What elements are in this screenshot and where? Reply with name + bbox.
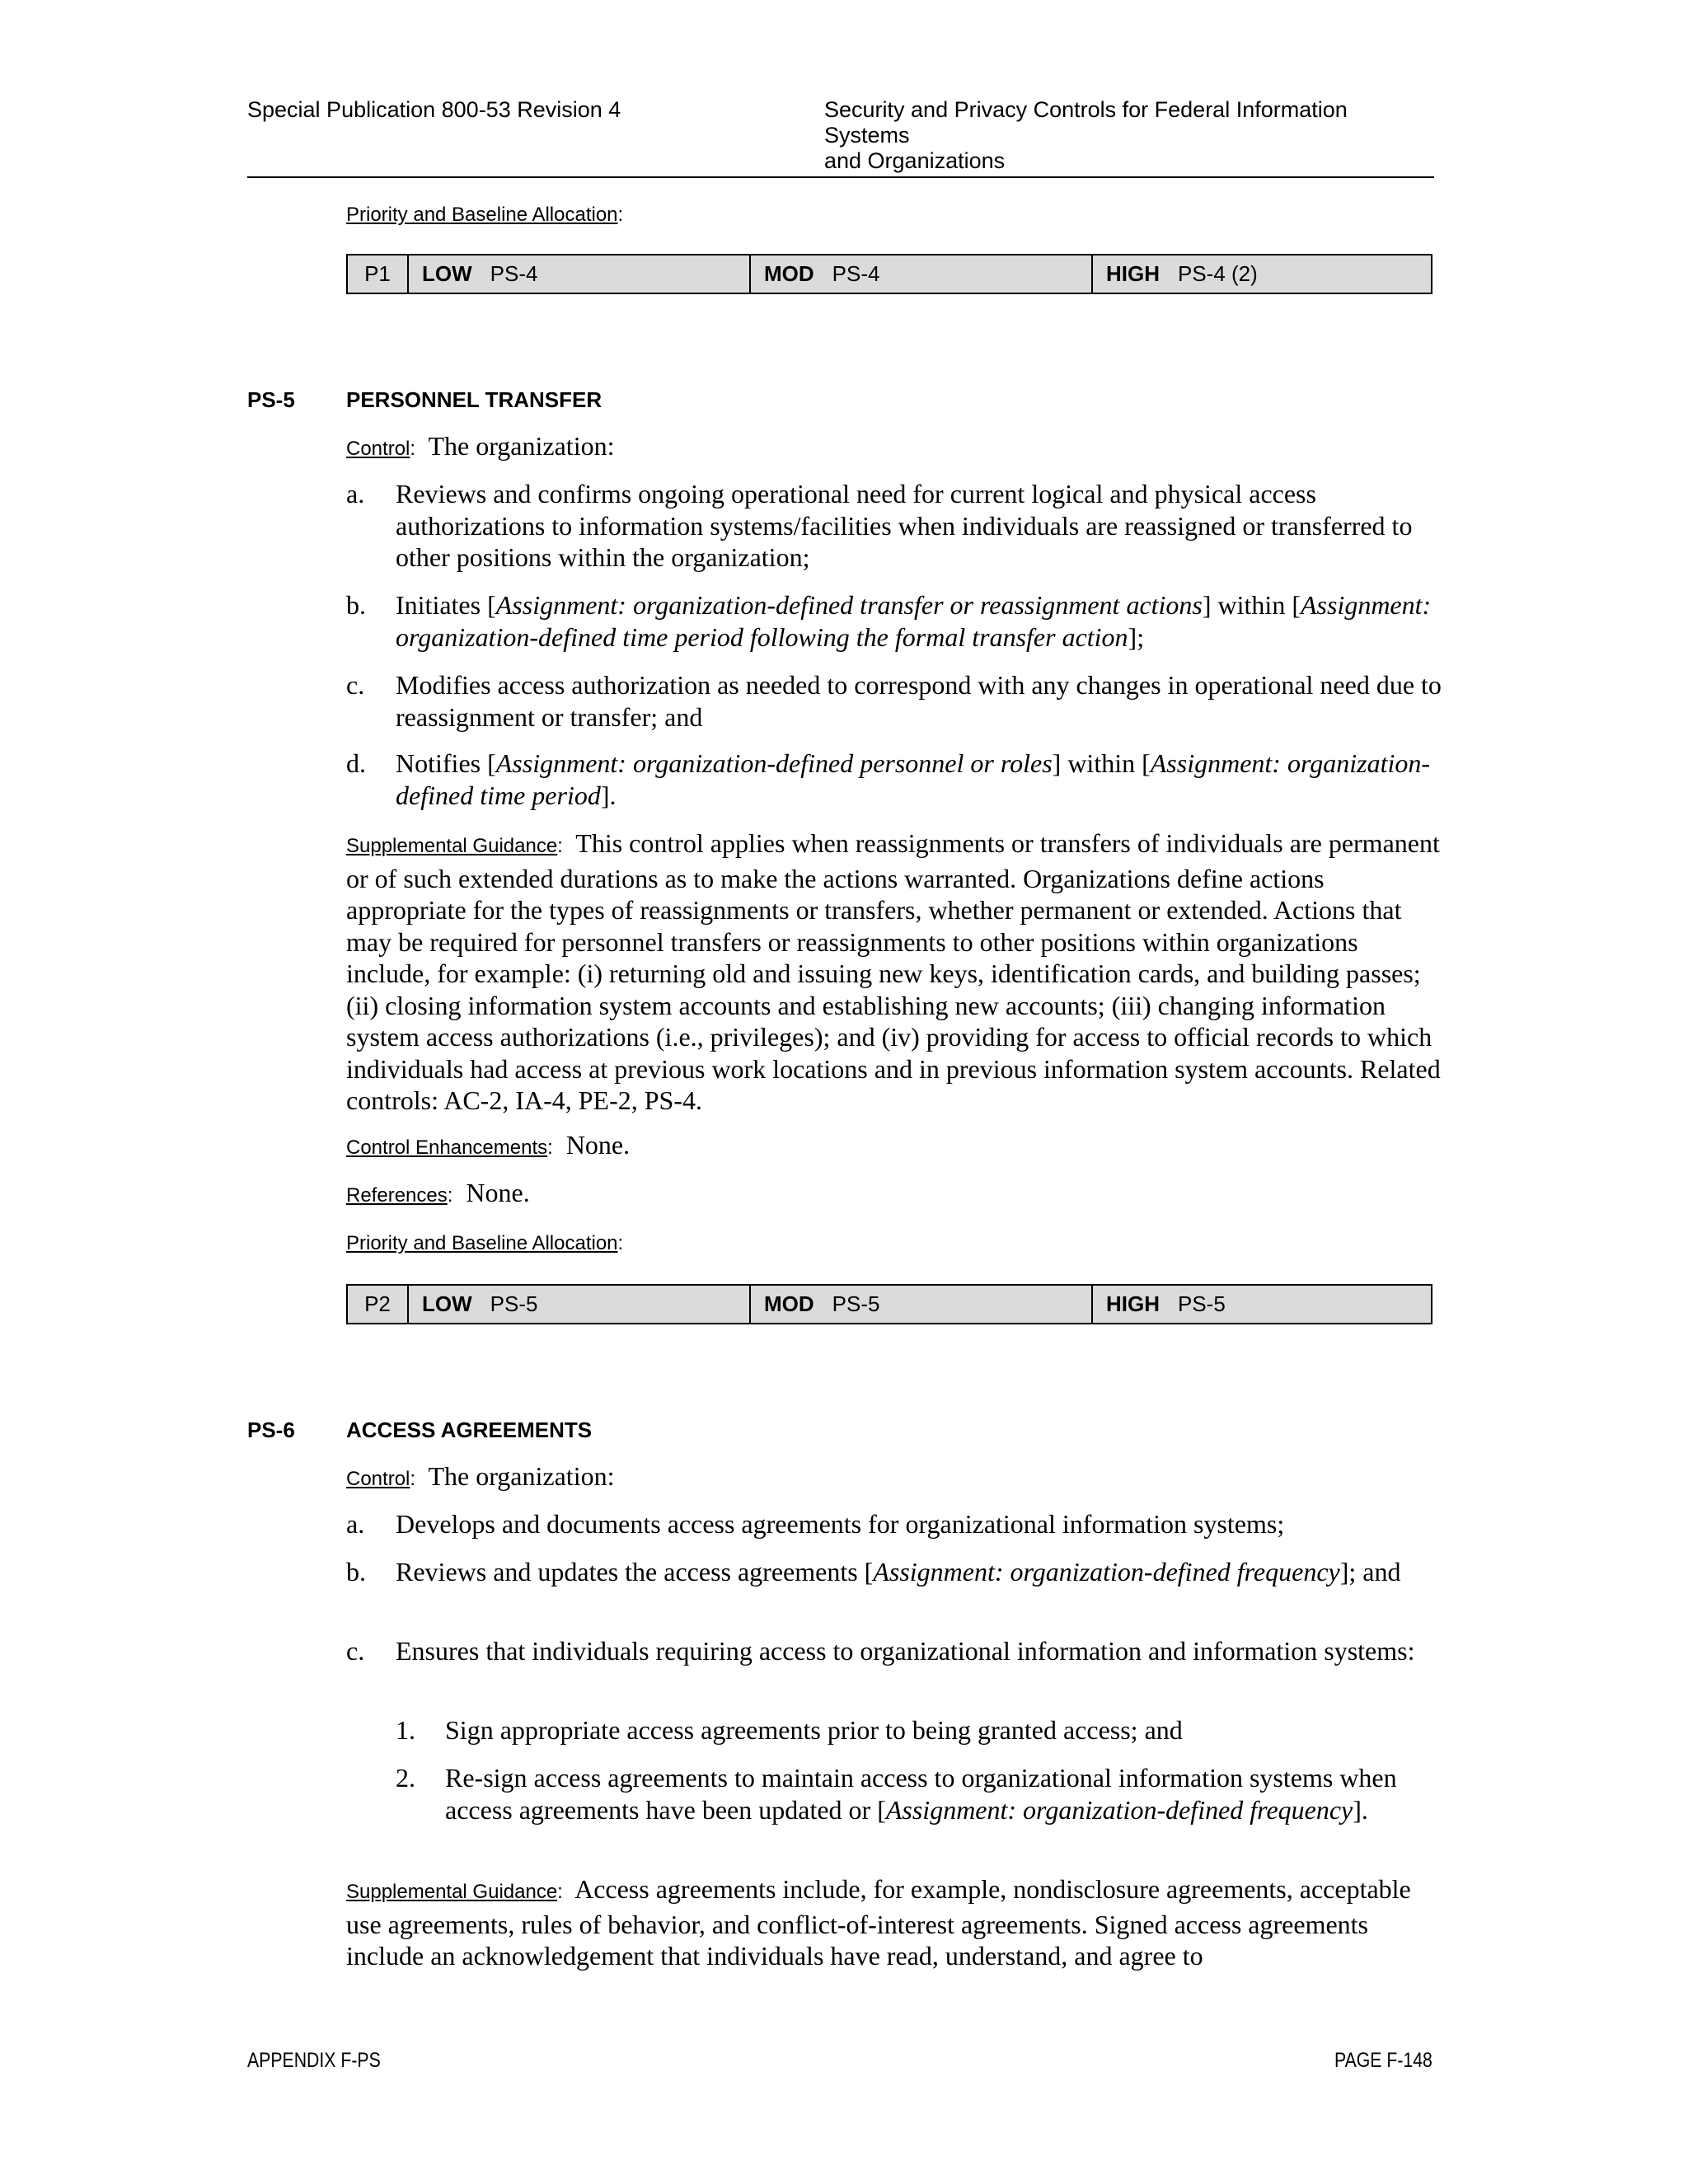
baseline-low: LOW PS-5: [409, 1286, 751, 1323]
priority-code: P2: [348, 1286, 409, 1323]
section-id-ps6: PS-6: [247, 1418, 295, 1442]
section-id-ps5: PS-5: [247, 387, 295, 412]
header-publication: Special Publication 800-53 Revision 4: [247, 97, 621, 122]
section-title-ps6: ACCESS AGREEMENTS: [346, 1418, 593, 1442]
ps6-item-b: b. Reviews and updates the access agreements [Assignment: organization-defined frequency]; and: [346, 1557, 1401, 1586]
priority-label-ps5: Priority and Baseline Allocation:: [346, 1232, 624, 1254]
baseline-high: HIGH PS-5: [1106, 1291, 1226, 1316]
references-ps5: References: None.: [346, 1178, 530, 1207]
ps6-item-c: c. Ensures that individuals requiring access to organizational information and information systems:: [346, 1636, 1415, 1666]
footer-appendix: APPENDIX F-PS: [247, 2049, 381, 2072]
baseline-mod: MOD PS-5: [751, 1286, 1093, 1323]
control-enhancements-ps5: Control Enhancements: None.: [346, 1130, 631, 1160]
supplemental-guidance-ps5: Supplemental Guidance: This control applies when reassignments or transfers of individuals are permanent or of such extended durations as to make the actions warranted. Organizations define actions appropriate for the types of reassignments or transfers, whether permanent or extended. Actions that may be required for personnel transfers or reassignments to other positions within organizations include, for example: (i) returning old and issuing new keys, identification cards, and building passes; (ii) closing information system accounts and establishing new accounts; (iii) changing information system access authorizations (i.e., privileges); and (iv) providing for access to official records to which individuals had access at previous work locations and in previous information system accounts. Related controls: AC-2, IA-4, PE-2, PS-4.: [346, 828, 1441, 1115]
ps6-item-c-1: 1. Sign appropriate access agreements prior to being granted access; and: [396, 1715, 1183, 1745]
baseline-table-ps5: [346, 1284, 1432, 1324]
footer-page-number: PAGE F-148: [1334, 2049, 1432, 2072]
priority-code: P1: [348, 255, 409, 293]
ps5-item-b: b. Initiates [Assignment: organization-defined transfer or reassignment actions] within [Assignment: organization-defined time period following the formal transfer action];: [346, 590, 1432, 652]
control-line-ps5: Control: The organization:: [346, 431, 615, 461]
page-header: [247, 97, 1434, 178]
baseline-high: HIGH PS-4 (2): [1106, 261, 1258, 286]
ps6-item-c-2: 2. Re-sign access agreements to maintain access to organizational information systems when access agreements have been updated or [Assignment: organization-defined frequency].: [396, 1763, 1397, 1825]
supplemental-guidance-ps6: Supplemental Guidance: Access agreements include, for example, nondisclosure agreements, acceptable use agreements, rules of behavior, and conflict-of-interest agreements. Signed access agreements include an acknowledgement that individuals have read, understand, and agree to: [346, 1874, 1411, 1971]
header-document-title: Security and Privacy Controls for Federal Information Systems and Organizations: [824, 97, 1348, 173]
ps5-item-a: a. Reviews and confirms ongoing operational need for current logical and physical access authorizations to information systems/facilities when individuals are reassigned or transferred to other positions within the organization;: [346, 479, 1413, 572]
ps5-item-d: d. Notifies [Assignment: organization-defined personnel or roles] within [Assignment: organization-defined time period].: [346, 748, 1430, 810]
ps6-item-a: a. Develops and documents access agreements for organizational information systems;: [346, 1509, 1285, 1539]
control-line-ps6: Control: The organization:: [346, 1461, 615, 1491]
baseline-low: LOW PS-4: [409, 255, 751, 293]
ps5-item-c: c. Modifies access authorization as needed to correspond with any changes in operational need due to reassignment or transfer; and: [346, 670, 1442, 732]
section-title-ps5: PERSONNEL TRANSFER: [346, 387, 603, 412]
priority-label-ps4: Priority and Baseline Allocation:: [346, 204, 624, 226]
baseline-mod: MOD PS-4: [751, 255, 1093, 293]
baseline-table-ps4: [346, 254, 1432, 294]
